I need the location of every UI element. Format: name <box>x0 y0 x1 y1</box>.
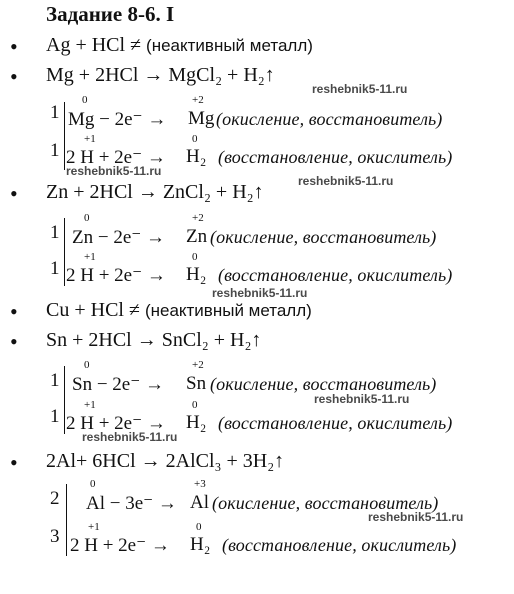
bullet: • <box>10 450 18 475</box>
half-reaction-explanation: (окисление, восстановитель) <box>212 493 439 513</box>
equation-note: (неактивный металл) <box>146 36 313 55</box>
half-reaction-rhs: H₂ <box>186 412 207 433</box>
balance-bar <box>64 366 65 434</box>
half-reaction-rhs: Zn <box>186 226 208 247</box>
oxidation-state: +1 <box>84 399 96 411</box>
half-reaction-rhs: H₂ <box>190 534 211 555</box>
half2-coefficient: 1 <box>50 258 60 279</box>
oxidation-state: 0 <box>84 212 90 224</box>
half-reaction-lhs: Zn − 2e⁻ → <box>72 227 166 248</box>
oxidation-state: +1 <box>88 521 100 533</box>
oxidation-state: 0 <box>84 359 90 371</box>
balance-bar <box>64 218 65 286</box>
watermark: reshebnik5-11.ru <box>212 286 308 300</box>
equation-text: Cu + HCl ≠ <box>46 299 140 321</box>
reaction-al-equation: 2Al+ 6HCl → 2AlCl₃ + 3H₂↑ <box>46 450 285 472</box>
half-reaction-lhs: 2 H + 2e⁻ → <box>66 147 166 168</box>
reaction-cu-equation <box>46 299 312 322</box>
watermark: reshebnik5-11.ru <box>368 510 464 524</box>
page-title: Задание 8-6. I <box>46 2 175 26</box>
oxidation-state: 0 <box>90 478 96 490</box>
half-reaction-rhs: Mg <box>188 108 215 129</box>
half-reaction-explanation: (окисление, восстановитель) <box>210 227 437 247</box>
bullet: • <box>10 299 18 324</box>
half2-coefficient: 1 <box>50 406 60 427</box>
bullet: • <box>10 329 18 354</box>
oxidation-state: 0 <box>192 251 198 263</box>
half1-coefficient: 1 <box>50 222 60 243</box>
half-reaction-rhs: H₂ <box>186 264 207 285</box>
half-reaction-explanation: (восстановление, окислитель) <box>218 413 453 433</box>
half-reaction-lhs: Al − 3e⁻ → <box>86 493 177 514</box>
watermark: reshebnik5-11.ru <box>82 430 178 444</box>
bullet: • <box>10 64 18 89</box>
half-reaction-lhs: Sn − 2e⁻ → <box>72 374 164 395</box>
half2-coefficient: 1 <box>50 140 60 161</box>
balance-bar <box>66 484 67 556</box>
oxidation-state: 0 <box>192 133 198 145</box>
bullet: • <box>10 34 18 59</box>
oxidation-state: +1 <box>84 133 96 145</box>
half-reaction-rhs: H₂ <box>186 146 207 167</box>
half1-coefficient: 1 <box>50 370 60 391</box>
balance-bar <box>64 102 65 170</box>
equation-note: (неактивный металл) <box>144 301 312 320</box>
reaction-mg-equation: Mg + 2HCl → MgCl₂ + H₂↑ <box>46 64 275 86</box>
half-reaction-explanation: (окисление, восстановитель) <box>210 374 437 394</box>
half2-coefficient: 3 <box>50 526 60 547</box>
reaction-sn-equation: Sn + 2HCl → SnCl₂ + H₂↑ <box>46 329 262 351</box>
half1-coefficient: 1 <box>50 102 60 123</box>
half-reaction-lhs: Mg − 2e⁻ → <box>68 109 167 130</box>
oxidation-state: +2 <box>192 94 204 106</box>
watermark: reshebnik5-11.ru <box>314 392 410 406</box>
half-reaction-explanation: (восстановление, окислитель) <box>218 265 453 285</box>
half-reaction-explanation: (окисление, восстановитель) <box>216 109 443 129</box>
bullet: • <box>10 181 18 206</box>
half-reaction-explanation: (восстановление, окислитель) <box>222 535 457 555</box>
reaction-zn-equation: Zn + 2HCl → ZnCl₂ + H₂↑ <box>46 181 264 203</box>
oxidation-state: 0 <box>82 94 88 106</box>
oxidation-state: 0 <box>192 399 198 411</box>
half-reaction-rhs: Al <box>190 492 209 513</box>
watermark: reshebnik5-11.ru <box>298 174 394 188</box>
oxidation-state: +2 <box>192 212 204 224</box>
oxidation-state: 0 <box>196 521 202 533</box>
half-reaction-lhs: 2 H + 2e⁻ → <box>66 265 166 286</box>
equation-text: Ag + HCl ≠ <box>46 34 142 56</box>
oxidation-state: +3 <box>194 478 206 490</box>
half-reaction-lhs: 2 H + 2e⁻ → <box>70 535 170 556</box>
reaction-ag-equation <box>46 34 313 57</box>
half-reaction-rhs: Sn <box>186 373 207 394</box>
half-reaction-lhs: 2 H + 2e⁻ → <box>66 413 166 434</box>
half1-coefficient: 2 <box>50 488 60 509</box>
oxidation-state: +2 <box>192 359 204 371</box>
half-reaction-explanation: (восстановление, окислитель) <box>218 147 453 167</box>
watermark: reshebnik5-11.ru <box>312 82 408 96</box>
watermark: reshebnik5-11.ru <box>66 164 162 178</box>
oxidation-state: +1 <box>84 251 96 263</box>
